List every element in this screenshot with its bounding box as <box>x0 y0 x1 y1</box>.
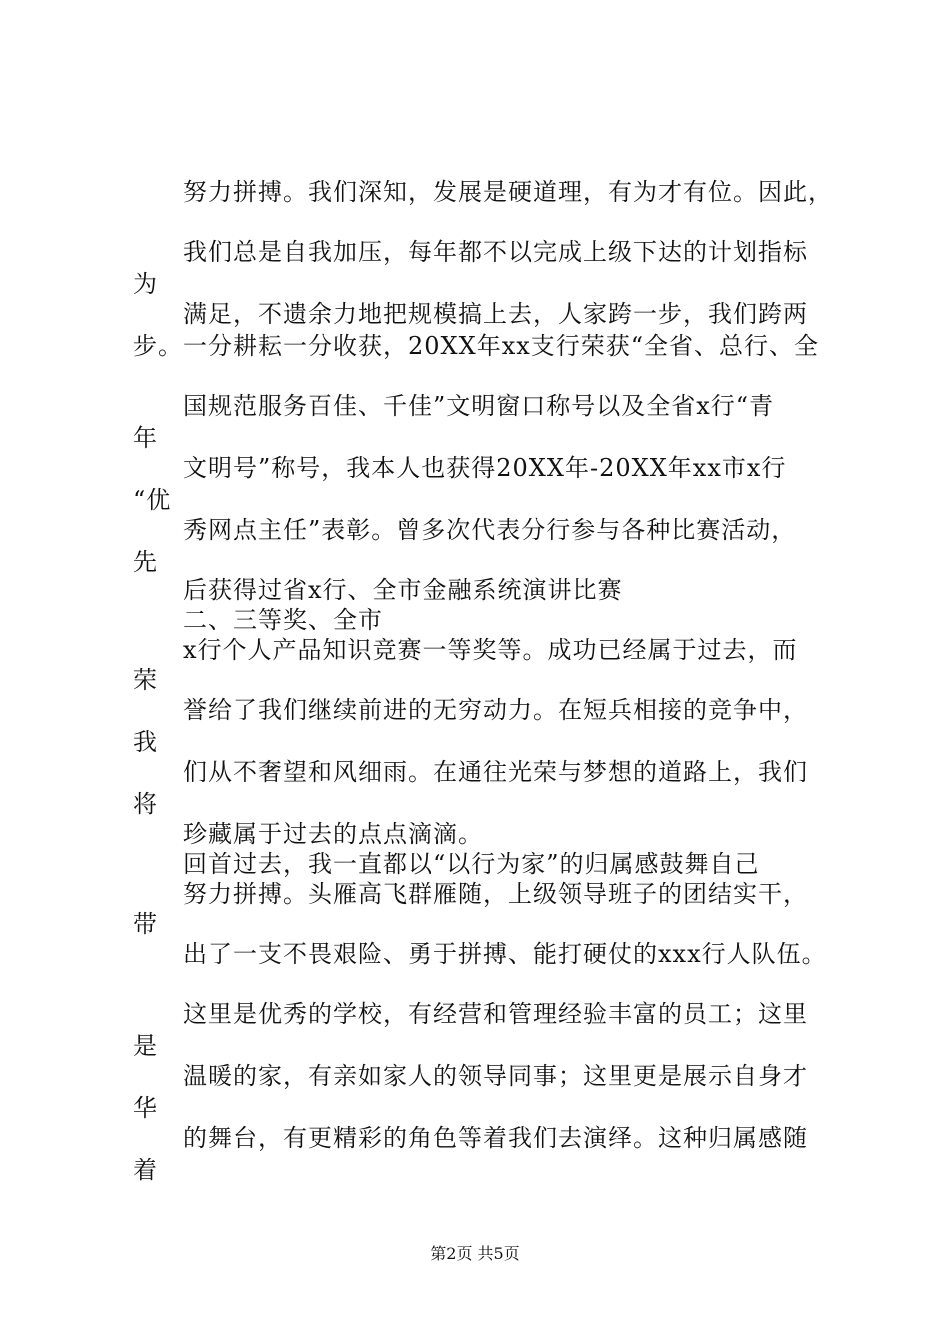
text-line: 国规范服务百佳、千佳”文明窗口称号以及全省x行“青 <box>183 392 775 420</box>
text-line: 为 <box>133 270 158 298</box>
page-number-footer: 第2页 共5页 <box>430 1244 520 1263</box>
text-line: 着 <box>133 1156 158 1184</box>
text-line: 出了一支不畏艰险、勇于拼搏、能打硬仗的xxx行人队伍。 <box>183 940 827 968</box>
text-line: 这里是优秀的学校，有经营和管理经验丰富的员工；这里 <box>183 1000 808 1028</box>
text-line: 年 <box>133 424 158 452</box>
text-line: 二、三等奖、全市 <box>183 606 383 634</box>
text-line: 努力拼搏。头雁高飞群雁随，上级领导班子的团结实干， <box>183 880 808 908</box>
text-line: 荣 <box>133 666 158 694</box>
text-line: 秀网点主任”表彰。曾多次代表分行参与各种比赛活动， <box>183 516 797 544</box>
text-line: “优 <box>133 486 172 514</box>
text-line: 们从不奢望和风细雨。在通往光荣与梦想的道路上，我们 <box>183 758 808 786</box>
text-line: 先 <box>133 548 158 576</box>
text-line: 我 <box>133 728 158 756</box>
text-line: 努力拼搏。我们深知，发展是硬道理，有为才有位。因此， <box>183 178 833 206</box>
text-line: 步。一分耕耘一分收获，20XX年xx支行荣获“全省、总行、全 <box>133 332 820 360</box>
text-line: 的舞台，有更精彩的角色等着我们去演绎。这种归属感随 <box>183 1124 808 1152</box>
text-line: 后获得过省x行、全市金融系统演讲比赛 <box>183 576 623 604</box>
text-line: x行个人产品知识竞赛一等奖等。成功已经属于过去，而 <box>183 636 798 664</box>
text-line: 带 <box>133 910 158 938</box>
text-line: 满足，不遗余力地把规模搞上去，人家跨一步，我们跨两 <box>183 300 808 328</box>
text-line: 誉给了我们继续前进的无穷动力。在短兵相接的竞争中， <box>183 696 808 724</box>
text-line: 我们总是自我加压，每年都不以完成上级下达的计划指标 <box>183 238 808 266</box>
text-line: 华 <box>133 1094 158 1122</box>
text-line: 文明号”称号，我本人也获得20XX年-20XX年xx市x行 <box>183 454 787 482</box>
text-line: 回首过去，我一直都以“以行为家”的归属感鼓舞自己 <box>183 850 760 878</box>
text-line: 是 <box>133 1032 158 1060</box>
text-line: 珍藏属于过去的点点滴滴。 <box>183 820 483 848</box>
text-line: 温暖的家，有亲如家人的领导同事；这里更是展示自身才 <box>183 1062 808 1090</box>
text-line: 将 <box>133 790 158 818</box>
